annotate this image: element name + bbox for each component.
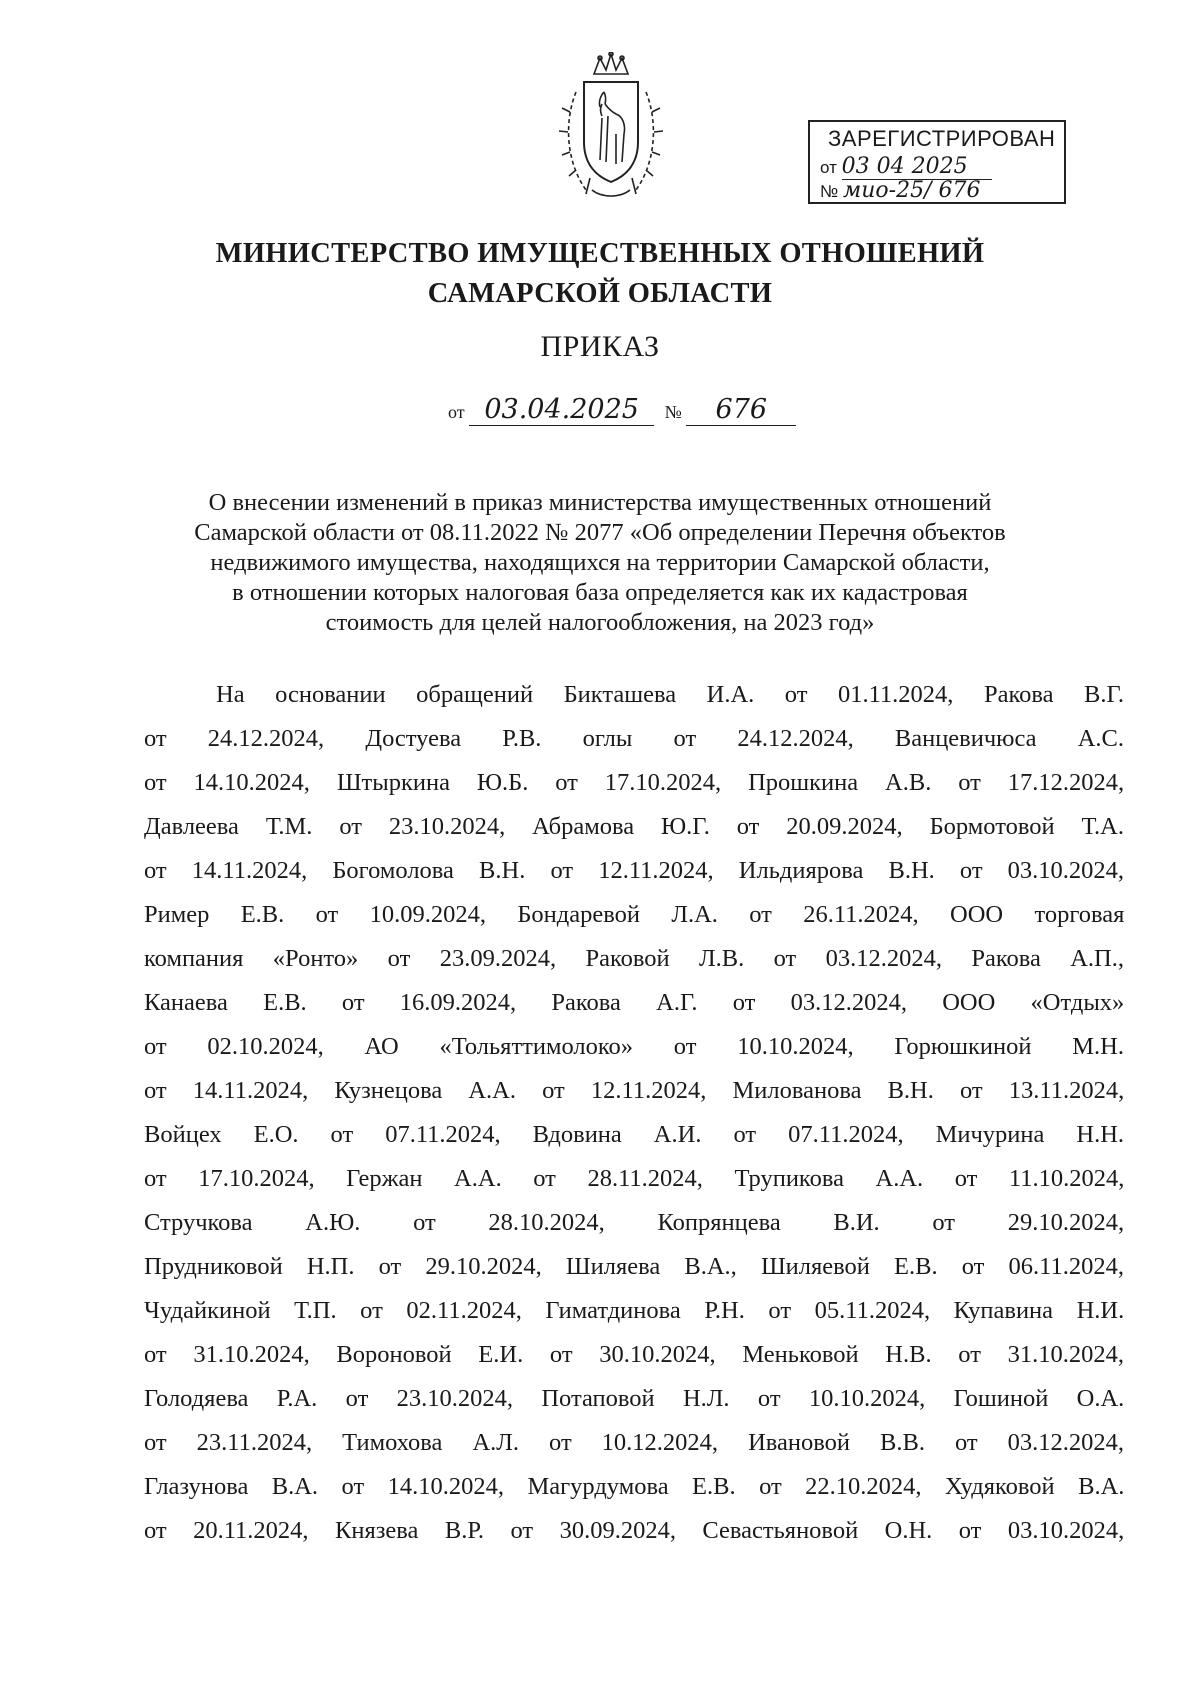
order-body (144, 673, 1124, 1553)
order-number-prefix: № (664, 402, 682, 422)
body-line: Прудниковой Н.П. от 29.10.2024, Шиляева В.А., Шиляевой Е.В. от 06.11.2024, (144, 1253, 1124, 1280)
stamp-date-row (820, 154, 992, 180)
coat-of-arms-icon (556, 52, 666, 200)
body-line: Глазунова В.А. от 14.10.2024, Магурдумова Е.В. от 22.10.2024, Худяковой В.А. (144, 1473, 1125, 1500)
order-date-number (448, 394, 796, 426)
stamp-date-prefix: от (820, 158, 837, 177)
subject-line: недвижимого имущества, находящихся на территории Самарской области, (210, 549, 990, 576)
subject-line: стоимость для целей налогообложения, на 2023 год» (325, 609, 875, 636)
body-line: Давлеева Т.М. от 23.10.2024, Абрамова Ю.Г. от 20.09.2024, Бормотовой Т.А. (144, 813, 1124, 840)
body-line: от 02.10.2024, АО «Тольяттимолоко» от 10.10.2024, Горюшкиной М.Н. (144, 1033, 1124, 1060)
stamp-number-prefix: № (820, 182, 839, 201)
body-line: от 14.11.2024, Кузнецова А.А. от 12.11.2024, Милованова В.Н. от 13.11.2024, (144, 1077, 1125, 1104)
stamp-number-row (820, 178, 1043, 204)
ministry-title (0, 234, 1200, 314)
stamp-date-value: 03 04 2025 (842, 154, 992, 180)
order-date-prefix: от (448, 402, 465, 422)
body-line: Канаева Е.В. от 16.09.2024, Ракова А.Г. от 03.12.2024, ООО «Отдых» (144, 989, 1125, 1016)
stamp-title: ЗАРЕГИСТРИРОВАН (828, 126, 1056, 151)
body-line: компания «Ронто» от 23.09.2024, Раковой Л.В. от 03.12.2024, Ракова А.П., (144, 945, 1124, 972)
body-line: от 14.10.2024, Штыркина Ю.Б. от 17.10.2024, Прошкина А.В. от 17.12.2024, (144, 769, 1125, 796)
subject-line: Самарской области от 08.11.2022 № 2077 «Об определении Перечня объектов (194, 519, 1006, 546)
body-line: от 20.11.2024, Князева В.Р. от 30.09.2024, Севастьяновой О.Н. от 03.10.2024, (144, 1517, 1125, 1544)
body-line: Войцех Е.О. от 07.11.2024, Вдовина А.И. от 07.11.2024, Мичурина Н.Н. (144, 1121, 1125, 1148)
body-line: от 24.12.2024, Достуева Р.В. оглы от 24.12.2024, Ванцевичюса А.С. (144, 725, 1124, 752)
registration-stamp (808, 120, 1066, 204)
body-line: от 23.11.2024, Тимохова А.Л. от 10.12.2024, Ивановой В.В. от 03.12.2024, (144, 1429, 1124, 1456)
stamp-number-value: мио-25/ 676 (843, 178, 1043, 204)
order-number-value: 676 (686, 394, 796, 426)
ministry-title-line2: САМАРСКОЙ ОБЛАСТИ (427, 278, 773, 309)
body-line: Стручкова А.Ю. от 28.10.2024, Копрянцева В.И. от 29.10.2024, (144, 1209, 1125, 1236)
ministry-title-line1: МИНИСТЕРСТВО ИМУЩЕСТВЕННЫХ ОТНОШЕНИЙ (215, 238, 985, 269)
body-line: Голодяева Р.А. от 23.10.2024, Потаповой Н.Л. от 10.10.2024, Гошиной О.А. (144, 1385, 1125, 1412)
body-line: На основании обращений Бикташева И.А. от 01.11.2024, Ракова В.Г. (216, 681, 1124, 708)
order-date-value: 03.04.2025 (469, 394, 654, 426)
order-subject (140, 488, 1060, 638)
document-type: ПРИКАЗ (540, 330, 660, 363)
subject-line: в отношении которых налоговая база определяется как их кадастровая (232, 579, 968, 606)
subject-line: О внесении изменений в приказ министерства имущественных отношений (208, 489, 992, 516)
body-line: Ример Е.В. от 10.09.2024, Бондаревой Л.А. от 26.11.2024, ООО торговая (144, 901, 1125, 928)
body-line: от 17.10.2024, Гержан А.А. от 28.11.2024, Трупикова А.А. от 11.10.2024, (144, 1165, 1125, 1192)
body-line: от 31.10.2024, Вороновой Е.И. от 30.10.2024, Меньковой Н.В. от 31.10.2024, (144, 1341, 1124, 1368)
body-line: Чудайкиной Т.П. от 02.11.2024, Гиматдинова Р.Н. от 05.11.2024, Купавина Н.И. (144, 1297, 1125, 1324)
body-line: от 14.11.2024, Богомолова В.Н. от 12.11.2024, Ильдиярова В.Н. от 03.10.2024, (144, 857, 1125, 884)
